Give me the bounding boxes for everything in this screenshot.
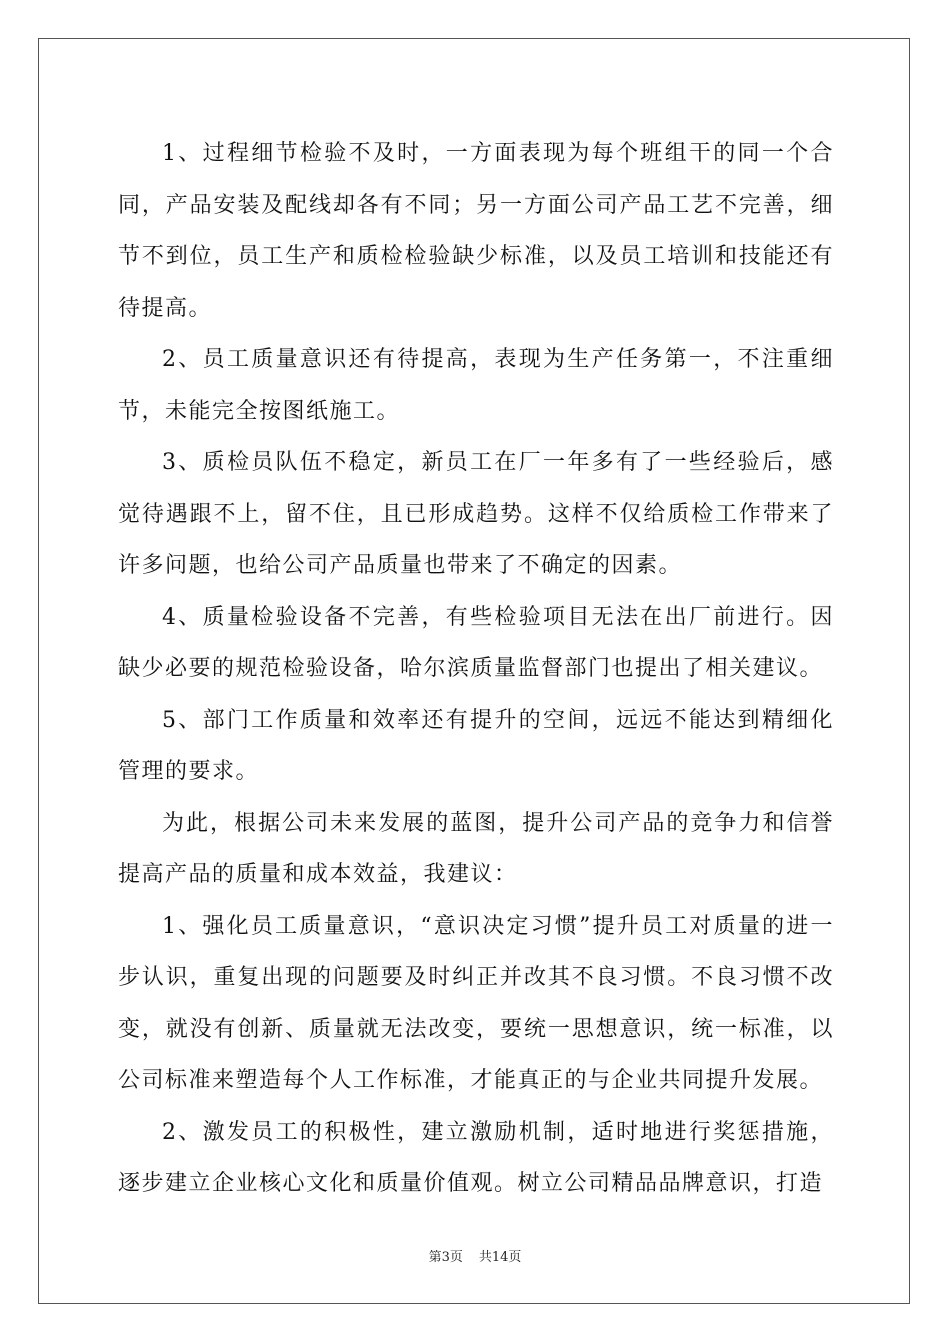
paragraph-8: 2、激发员工的积极性，建立激励机制，适时地进行奖惩措施，逐步建立企业核心文化和质量价值观。树立公司精品品牌意识，打造 — [118, 1119, 834, 1196]
paragraph-6: 为此，根据公司未来发展的蓝图，提升公司产品的竞争力和信誉提高产品的质量和成本效益，我建议： — [118, 810, 834, 887]
paragraph-3: 3、质检员队伍不稳定，新员工在厂一年多有了一些经验后，感觉待遇跟不上，留不住，且已形成趋势。这样不仅给质检工作带来了许多问题，也给公司产品质量也带来了不确定的因素。 — [118, 450, 834, 578]
paragraph-1: 1、过程细节检验不及时，一方面表现为每个班组干的同一个合同，产品安装及配线却各有不同；另一方面公司产品工艺不完善，细节不到位，员工生产和质检检验缺少标准，以及员工培训和技能还有待提高。 — [118, 141, 834, 321]
paragraph-2: 2、员工质量意识还有待提高，表现为生产任务第一，不注重细节，未能完全按图纸施工。 — [118, 347, 834, 424]
paragraph-7: 1、强化员工质量意识，“意识决定习惯”提升员工对质量的进一步认识，重复出现的问题要及时纠正并改其不良习惯。不良习惯不改变，就没有创新、质量就无法改变，要统一思想意识，统一标准，以公司标准来塑造每个人工作标准，才能真正的与企业共同提升发展。 — [118, 913, 834, 1093]
page-number: 第3页 — [428, 1250, 463, 1265]
document-body — [118, 128, 834, 1210]
page-footer — [0, 1246, 950, 1265]
paragraph-4: 4、质量检验设备不完善，有些检验项目无法在出厂前进行。因缺少必要的规范检验设备，哈尔滨质量监督部门也提出了相关建议。 — [118, 604, 834, 681]
page-total: 共14页 — [478, 1250, 522, 1265]
paragraph-5: 5、部门工作质量和效率还有提升的空间，远远不能达到精细化管理的要求。 — [118, 707, 834, 784]
